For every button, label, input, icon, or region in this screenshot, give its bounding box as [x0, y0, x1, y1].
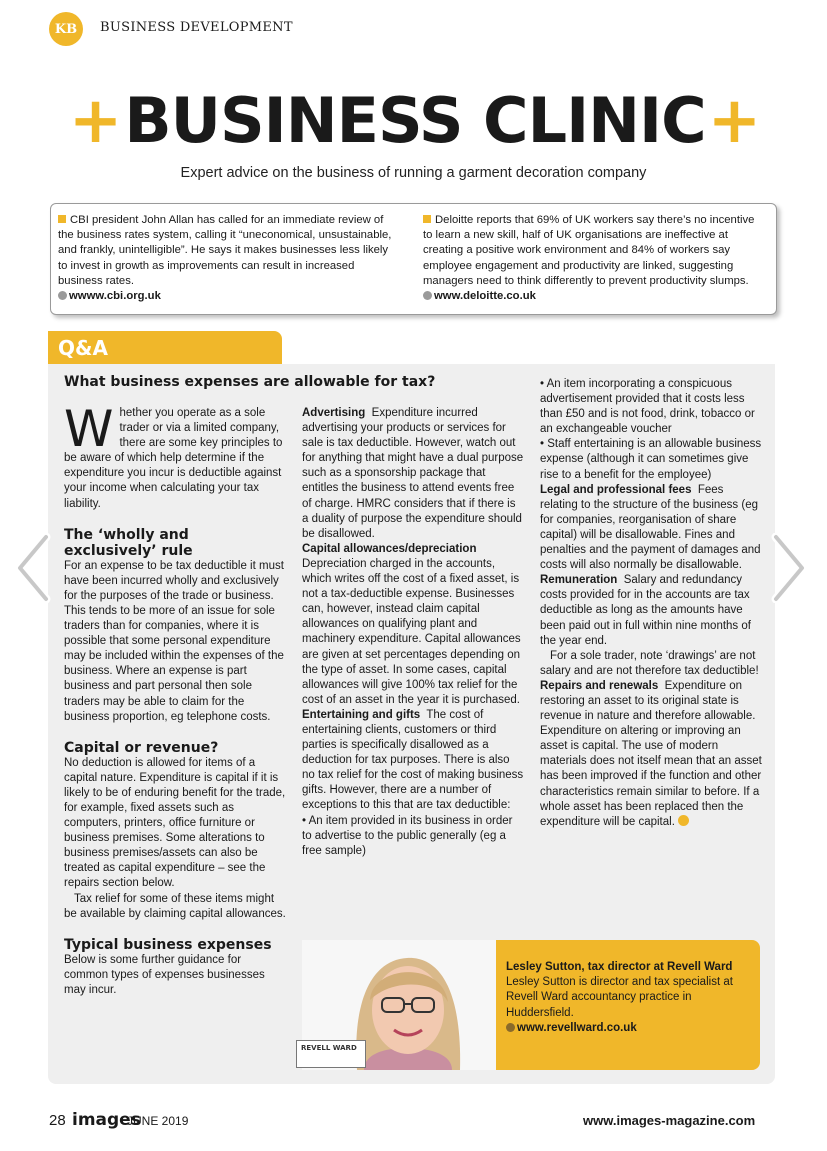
article-column-1	[64, 400, 286, 998]
news-item	[423, 213, 763, 304]
drop-cap: W	[64, 400, 114, 458]
heading-typical: Typical business expenses	[64, 936, 272, 953]
page-title	[60, 86, 770, 156]
subtitle: Expert advice on the business of running a garment decoration company	[180, 165, 647, 181]
link-dot-icon	[506, 1023, 515, 1032]
news-box	[50, 203, 777, 315]
plus-icon: +	[707, 84, 762, 158]
subheading-remuneration: Remuneration	[540, 574, 618, 587]
link-dot-icon	[423, 291, 432, 300]
logo-text: REVELL WARD	[301, 1044, 357, 1052]
news-item	[58, 213, 398, 304]
paragraph-remuneration-2: For a sole trader, note ‘drawings’ are not salary and are not therefore tax deductible!	[540, 649, 759, 677]
heading-wholly: The ‘wholly and exclusively’ rule	[64, 526, 193, 559]
square-bullet-icon	[58, 215, 66, 223]
paragraph-capital-2: Tax relief for some of these items might be available by claiming capital allowances.	[64, 892, 286, 920]
revell-ward-logo	[296, 1040, 366, 1068]
title-text: BUSINESS CLINIC	[124, 84, 706, 157]
next-page-arrow-icon[interactable]	[770, 533, 810, 603]
qa-tab	[48, 331, 282, 364]
author-text	[506, 960, 754, 1036]
bullet-item: • An item incorporating a conspicuous advertisement provided that it costs less than £50 and is not food, drink, tobacco or an exchangeable voucher	[540, 378, 755, 436]
article-column-2	[302, 406, 524, 859]
paragraph-capital: No deduction is allowed for items of a capital nature. Expenditure is capital if it is likely to be of enduring benefit for the trade, for example, fixed assets such as computers, printers, office furniture or business premises. Some alterations to business premises/assets can also be treated as capital expenditure – see the repairs section below.	[64, 756, 286, 890]
author-box	[496, 940, 760, 1070]
bullet-item: • An item provided in its business in order to advertise to the public generally (eg a free sample)	[302, 814, 513, 857]
subheading-advertising: Advertising	[302, 407, 366, 419]
square-bullet-icon	[423, 215, 431, 223]
plus-icon: +	[68, 84, 123, 158]
question-heading: What business expenses are allowable for tax?	[64, 374, 436, 390]
paragraph-allowances: Depreciation charged in the accounts, which writes off the cost of a fixed asset, is not a tax-deductible expense. Businesses can, however, instead claim capital allowances on qualifying plant and machinery expenditure. Capital allowances are given at set percentages depending on the type of asset. In some cases, capital allowances will give 100% tax relief for the cost of an asset in the year it is purchased.	[302, 557, 521, 706]
paragraph-typical: Below is some further guidance for common types of expenses businesses may incur.	[64, 953, 265, 996]
news-link[interactable]: wwww.cbi.org.uk	[69, 290, 161, 303]
paragraph-repairs: Repairs and renewals Expenditure on restoring an asset to its original state is revenue in nature and therefore allowable. Expenditure on altering or improving an asset is capital. The use of modern materials does not itself mean that an asset has been improved if the function and other characteristics remain similar to before. If a whole asset has been replaced then the expenditure will be capital.	[540, 679, 762, 828]
section-label: BUSINESS DEVELOPMENT	[100, 20, 293, 35]
end-mark-icon	[678, 815, 689, 826]
paragraph-advertising: Advertising Expenditure incurred advertising your products or services for sale is tax deductible. However, watch out for anything that might have a dual purpose such as a sponsorship package that entitles the business to attend events free of charge. HMRC considers that if there is a duality of purpose the expenditure should be disallowed.	[302, 407, 524, 540]
author-name: Lesley Sutton, tax director at Revell Ward	[506, 961, 733, 973]
subheading-allowances: Capital allowances/depreciation	[302, 542, 477, 555]
news-link[interactable]: www.deloitte.co.uk	[434, 290, 536, 303]
heading-capital: Capital or revenue?	[64, 739, 219, 756]
bullet-item: • Staff entertaining is an allowable business expense (although it can sometimes give rise to a benefit for the employee)	[540, 438, 762, 481]
link-dot-icon	[58, 291, 67, 300]
article-column-3	[540, 377, 762, 830]
intro-paragraph: Whether you operate as a sole trader or via a limited company, there are some key principles to be aware of which help determine if the expenditure you incur is deductible against your income when calculating your tax liability.	[64, 400, 283, 510]
paragraph-wholly: For an expense to be tax deductible it must have been incurred wholly and exclusively for the purposes of the trade or business. This tends to be more of an issue for sole traders than for companies, where it is possible that some personal expenditure may be included within the expenses of the business. Where an expense is part business and part personal then sole traders may be able to claim for the business proportion, eg telephone costs.	[64, 559, 284, 723]
magazine-name: images	[72, 1110, 141, 1130]
news-text: Deloitte reports that 69% of UK workers say there’s no incentive to learn a new skill, half of UK organisations are ineffective at creating a positive work environment and 84% of workers say employee engagement and productivity are linked, suggesting managers need to think differently to prevent productivity slumps.	[423, 214, 755, 287]
author-link[interactable]: www.revellward.co.uk	[517, 1021, 637, 1034]
author-bio: Lesley Sutton is director and tax specialist at Revell Ward accountancy practice in Huddersfield.	[506, 976, 733, 1019]
kb-badge: KB	[49, 12, 83, 46]
previous-page-arrow-icon[interactable]	[14, 533, 54, 603]
subheading-legal: Legal and professional fees	[540, 483, 692, 496]
issue-date: JUNE 2019	[127, 1114, 189, 1128]
news-text: CBI president John Allan has called for an immediate review of the business rates system, calling it “uneconomical, unsustainable, and frankly, unintelligible”. He says it makes businesses less likely to invest in growth as improvements can result in increased business rates.	[58, 214, 392, 287]
subheading-entertaining: Entertaining and gifts	[302, 708, 421, 721]
subheading-repairs: Repairs and renewals	[540, 679, 659, 692]
qa-tab-label: Q&A	[58, 336, 108, 360]
paragraph-remuneration: Remuneration Salary and redundancy costs provided for in the accounts are tax deductible as long as the amounts have been paid out in full within nine months of the year end.	[540, 574, 751, 647]
page-number: 28	[49, 1112, 66, 1129]
paragraph-entertaining: Entertaining and gifts The cost of entertaining clients, customers or third parties is specifically disallowed as a deduction for tax purposes. There is also no tax relief for the cost of making business gifts. However, there are a number of exceptions to this that are tax deductible:	[302, 708, 524, 812]
paragraph-legal: Legal and professional fees Fees relating to the structure of the business (eg for companies, reorganisation of share capital) will be disallowable. Fines and penalties and the payment of damages and costs will also normally be disallowable.	[540, 483, 761, 572]
website-link[interactable]: www.images-magazine.com	[583, 1113, 756, 1128]
